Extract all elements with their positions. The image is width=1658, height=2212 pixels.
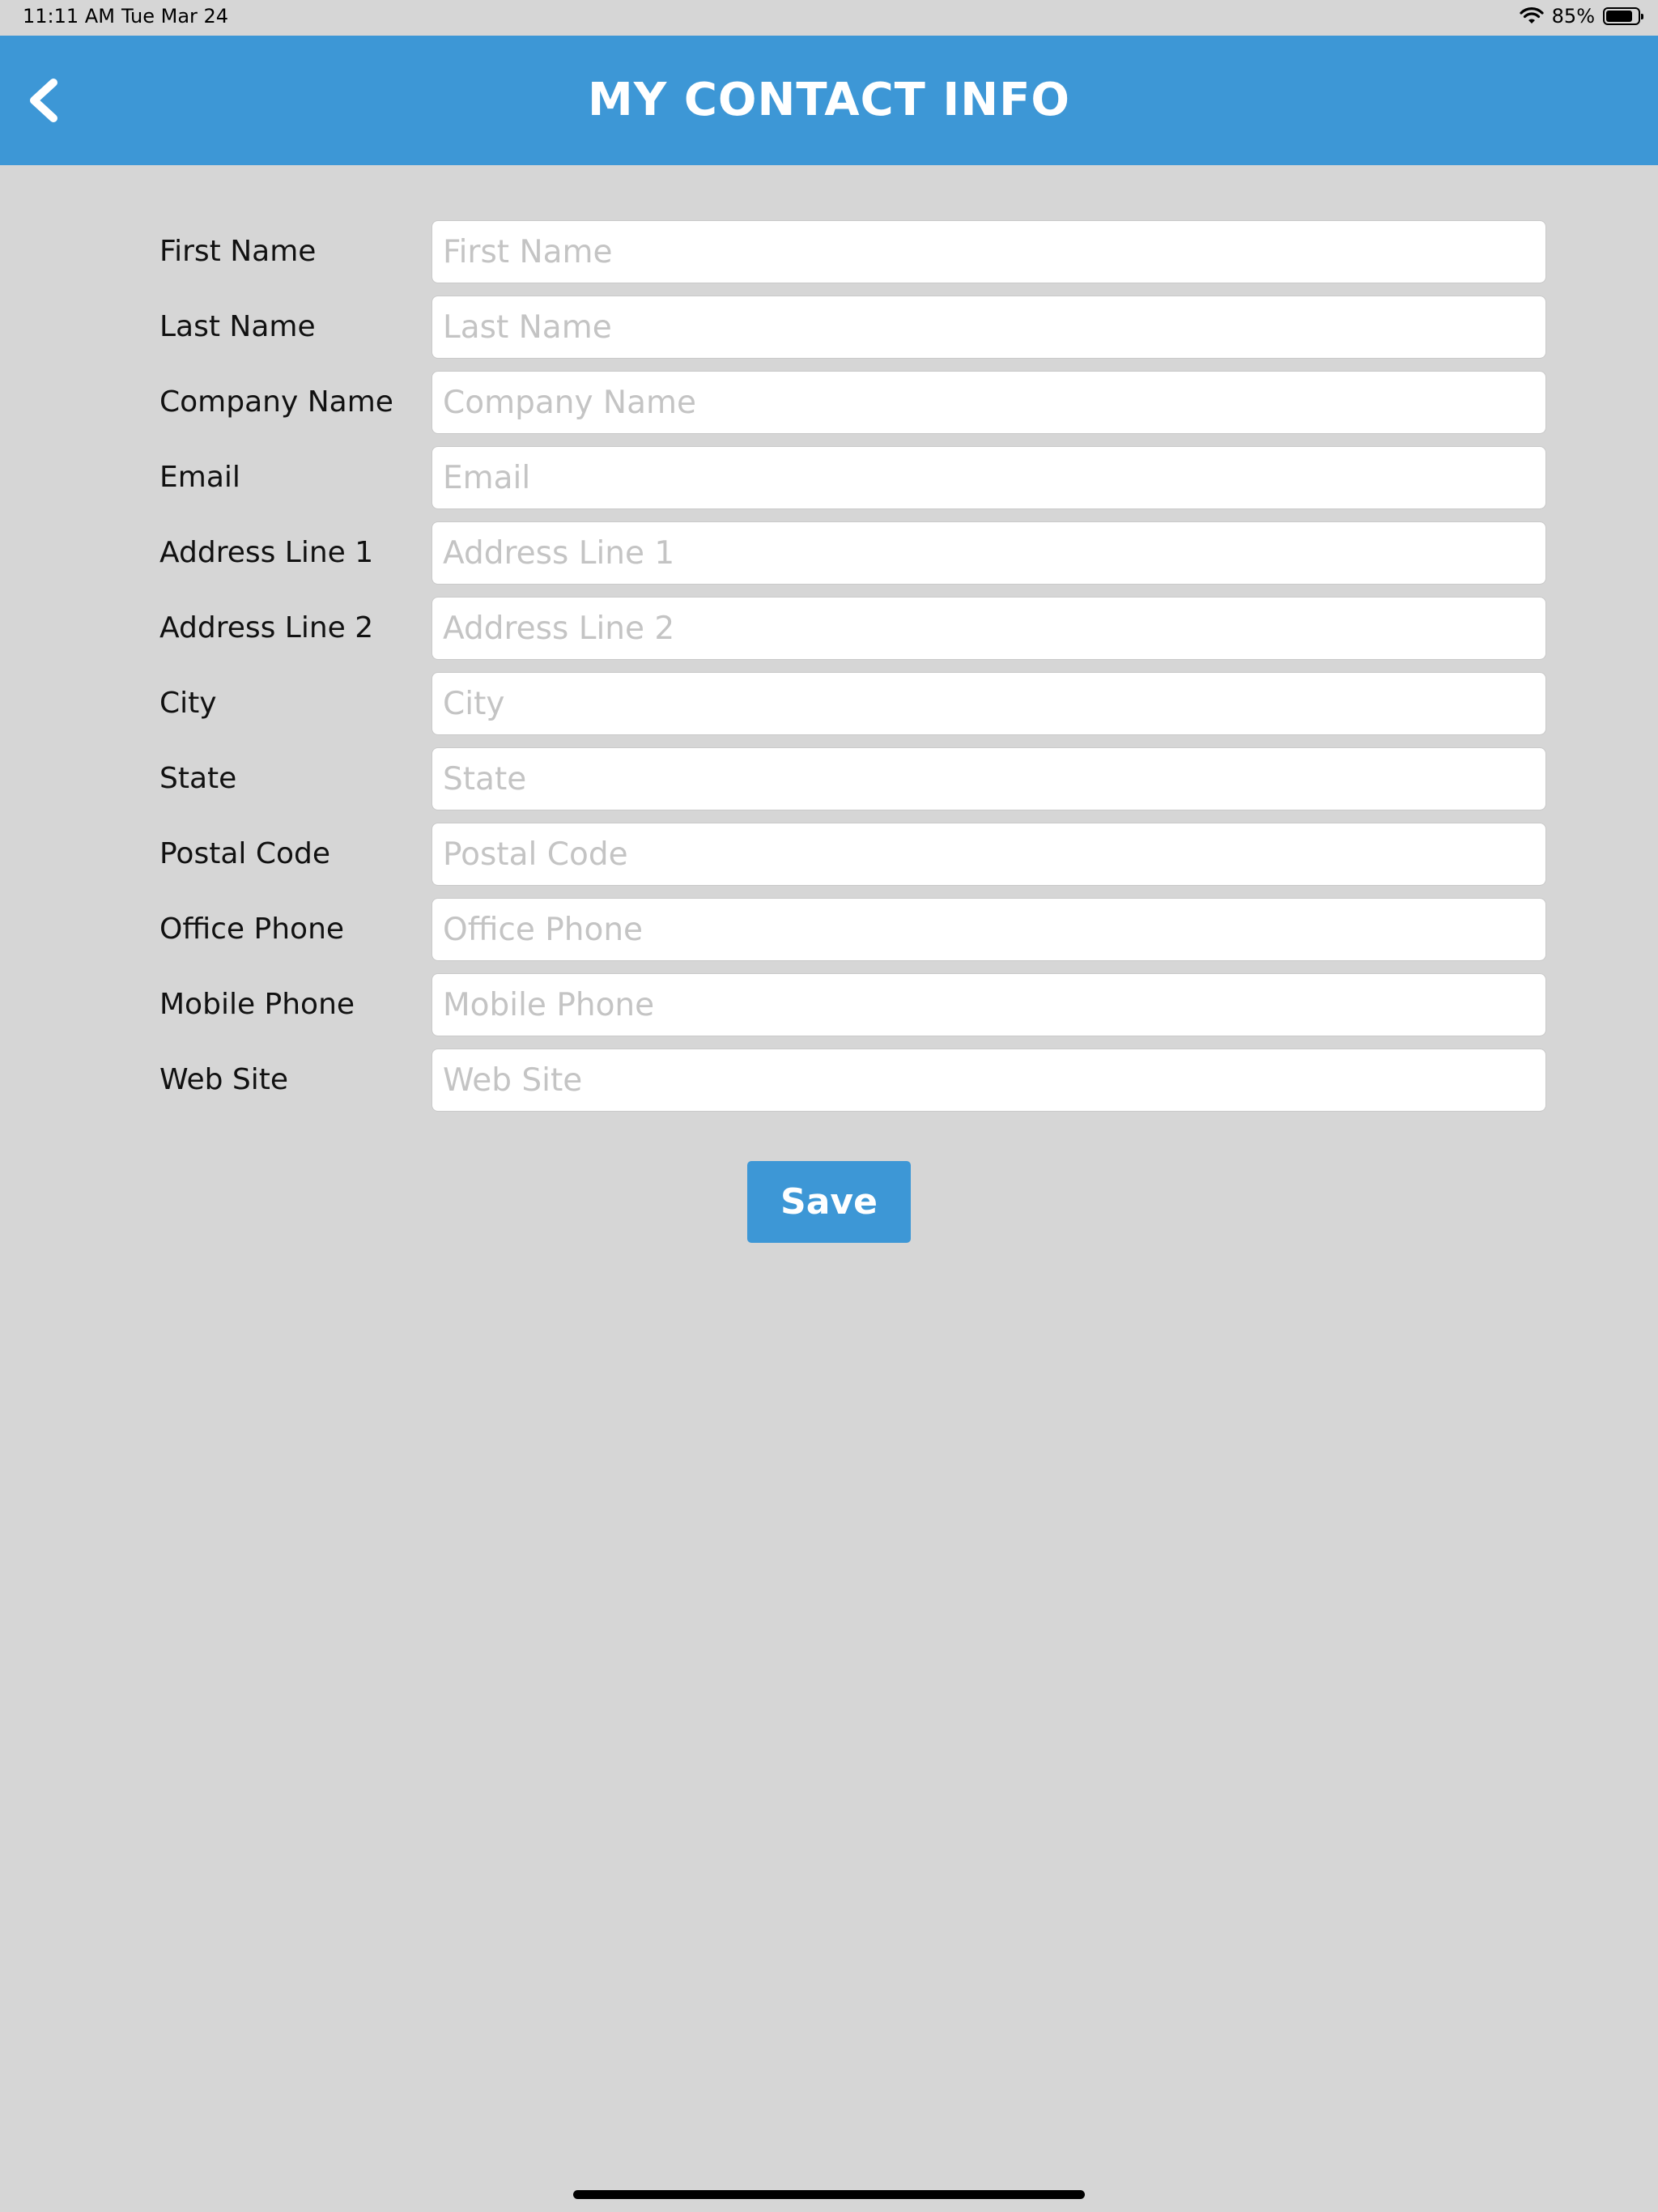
wifi-icon <box>1520 7 1544 25</box>
navigation-header <box>0 36 1658 165</box>
home-indicator <box>573 2190 1085 2199</box>
form-row-last-name <box>0 296 1658 359</box>
company-name-label: Company Name <box>159 385 393 419</box>
postal-code-input[interactable] <box>432 823 1546 886</box>
first-name-input[interactable] <box>432 220 1546 283</box>
battery-percent: 85% <box>1551 5 1595 28</box>
mobile-phone-label: Mobile Phone <box>159 988 355 1021</box>
web-site-label: Web Site <box>159 1063 289 1096</box>
form-row-address-line-2 <box>0 597 1658 660</box>
form-row-office-phone <box>0 898 1658 961</box>
email-input[interactable] <box>432 446 1546 509</box>
company-name-input[interactable] <box>432 371 1546 434</box>
form-row-company-name <box>0 371 1658 434</box>
form-row-email <box>0 446 1658 509</box>
form-row-postal-code <box>0 823 1658 886</box>
last-name-label: Last Name <box>159 310 316 343</box>
status-date: Tue Mar 24 <box>121 5 229 28</box>
page-title: MY CONTACT INFO <box>588 74 1070 126</box>
city-label: City <box>159 687 217 720</box>
web-site-input[interactable] <box>432 1049 1546 1112</box>
address-line-2-label: Address Line 2 <box>159 611 374 644</box>
city-input[interactable] <box>432 672 1546 735</box>
address-line-2-input[interactable] <box>432 597 1546 660</box>
mobile-phone-input[interactable] <box>432 973 1546 1036</box>
state-input[interactable] <box>432 747 1546 810</box>
form-row-state <box>0 747 1658 810</box>
state-label: State <box>159 762 237 795</box>
battery-icon <box>1603 7 1640 25</box>
first-name-label: First Name <box>159 235 317 268</box>
form-row-web-site <box>0 1049 1658 1112</box>
office-phone-input[interactable] <box>432 898 1546 961</box>
status-indicators <box>1520 4 1640 28</box>
email-label: Email <box>159 461 240 494</box>
form-row-first-name <box>0 220 1658 283</box>
address-line-1-input[interactable] <box>432 521 1546 585</box>
status-bar <box>0 0 1658 36</box>
last-name-input[interactable] <box>432 296 1546 359</box>
address-line-1-label: Address Line 1 <box>159 536 374 569</box>
form-row-mobile-phone <box>0 973 1658 1036</box>
status-time: 11:11 AM <box>23 5 115 28</box>
office-phone-label: Office Phone <box>159 912 345 946</box>
form-row-city <box>0 672 1658 735</box>
postal-code-label: Postal Code <box>159 837 330 870</box>
battery-fill <box>1606 11 1632 22</box>
save-button[interactable]: Save <box>747 1161 911 1243</box>
form-row-address-line-1 <box>0 521 1658 585</box>
